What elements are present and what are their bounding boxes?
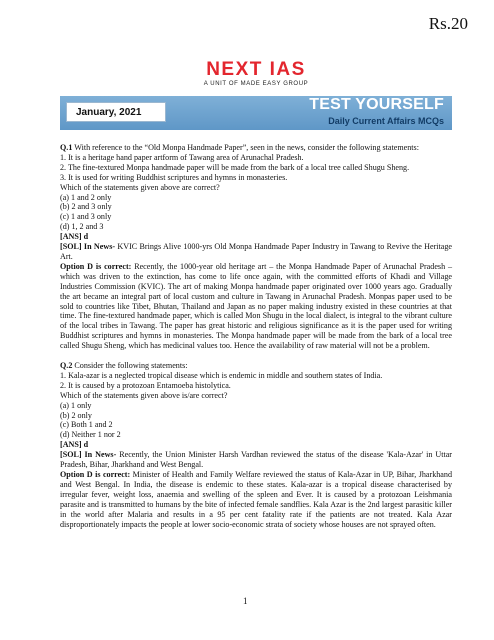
q1-option: (b) 2 and 3 only — [60, 202, 112, 212]
q1-number: Q.1 — [60, 143, 73, 152]
q1-sol-text: KVIC Brings Alive 1000-yrs Old Monpa Handmade Paper Industry in Tawang to Revive the Heritage Art. — [60, 242, 452, 261]
banner-title: TEST YOURSELF — [309, 96, 444, 113]
month-label: January, 2021 — [66, 102, 166, 122]
q1-statement: 3. It is used for writing Buddhist scriptures and hymns in monasteries. — [60, 172, 288, 182]
q2-answer-text: [ANS] d — [60, 440, 89, 450]
page-number: 1 — [243, 596, 248, 606]
q1-solution — [60, 242, 452, 262]
q1-option: (a) 1 and 2 only — [60, 192, 112, 202]
logo-name: NEXT IAS — [206, 59, 306, 80]
q1-option: (d) 1, 2 and 3 — [60, 222, 104, 232]
q2-explanation — [60, 470, 452, 529]
q2-sol-text: Recently, the Union Minister Harsh Vardhan reviewed the status of the disease 'Kala-Azar' in Uttar Pradesh, Bihar, Jharkhand and West Bengal. — [60, 450, 452, 470]
document-body — [60, 143, 452, 529]
q1-prompt: Which of the statements given above are correct? — [60, 182, 220, 192]
q2-statement: 1. Kala-azar is a neglected tropical disease which is endemic in middle and southern states of India. — [60, 370, 383, 380]
q2-question-text: Consider the following statements: — [74, 361, 188, 371]
q1-option-text: Recently, the 1000-year old heritage art – the Monpa Handmade Paper of Arunachal Pradesh – which was driven to the extinction, has come to life once again, with the committed efforts of Khadi and Village Industries Commission (KVIC). The art of making Monpa handmade paper originated over 1000 years ago. Gradually the art became an integral part of local custom and culture in Tawang in Arunachal Pradesh. Monpas paper used to be sold to countries like Tibet, Bhutan, Thailand and Japan as no paper making industry existed in these countries at that time. The fine-textured handmade paper, which is called Mon Shugu in the local dialect, is integral to the vibrant culture of the local tribes in Tawang. The paper has great historic and religious significance as it is the paper used for writing Buddhist scriptures and hymns in monasteries. The Monpa handmade paper will be made from the bark of a local tree called Shugu Sheng, which has medicinal values too. Hence the availability of raw material will not be a problem. — [60, 261, 453, 351]
q2-option: (c) Both 1 and 2 — [60, 420, 113, 430]
q1-statement: 2. The fine-textured Monpa handmade paper will be made from the bark of a local tree called Shugu Sheng. — [60, 162, 410, 172]
logo-tagline: A UNIT OF MADE EASY GROUP — [203, 81, 309, 87]
q2-solution — [60, 450, 452, 470]
q2-statement: 2. It is caused by a protozoan Entamoeba histolytica. — [60, 380, 231, 390]
q2-option: (d) Neither 1 nor 2 — [60, 430, 121, 440]
q2-sol-label: [SOL] In News- — [60, 450, 117, 460]
q1-option-label: Option D is correct: — [60, 261, 132, 271]
q1-answer-text: [ANS] d — [60, 232, 89, 242]
banner-subtitle: Daily Current Affairs MCQs — [328, 116, 444, 126]
q2-number: Q.2 — [60, 361, 73, 371]
q1-option: (c) 1 and 3 only — [60, 212, 112, 222]
q1-question-text: With reference to the “Old Monpa Handmade Paper”, seen in the news, consider the following statements: — [74, 143, 419, 152]
q2-prompt: Which of the statements given above is/are correct? — [60, 390, 228, 400]
next-ias-logo — [194, 60, 318, 87]
q2-option-text: Minister of Health and Family Welfare reviewed the status of Kala-Azar in UP, Bihar, Jharkhand and West Bengal. In India, the disease is endemic to these states. Kala-azar is a tropical disease characterised by irregular fever, weight loss, anaemia and swelling of the spleen and Ever. It is caused by a protozoan Leishmania parasite and is transmitted to humans by the bite of infected female sandflies. Kala Azar is the 2nd largest parasitic killer in the world after Malaria and results in a 95 per cent fatality rate if the patients are not treated. Kala Azar disproportionately impacts the people at lower socio-economic strata of society whose houses are not sprayed often. — [60, 470, 452, 529]
q1-question — [60, 143, 452, 153]
q1-explanation — [60, 262, 452, 351]
q2-answer — [60, 440, 452, 450]
q2-option: (b) 2 only — [60, 410, 92, 420]
q1-answer — [60, 232, 452, 242]
q2-option-label: Option D is correct: — [60, 470, 131, 479]
price-label: Rs.20 — [428, 14, 468, 33]
q1-statement: 1. It is a heritage hand paper artform of Tawang area of Arunachal Pradesh. — [60, 152, 304, 162]
q2-question — [60, 361, 452, 371]
q2-option: (a) 1 only — [60, 400, 92, 410]
q1-sol-label: [SOL] In News- — [60, 242, 116, 252]
header-banner — [60, 96, 452, 130]
